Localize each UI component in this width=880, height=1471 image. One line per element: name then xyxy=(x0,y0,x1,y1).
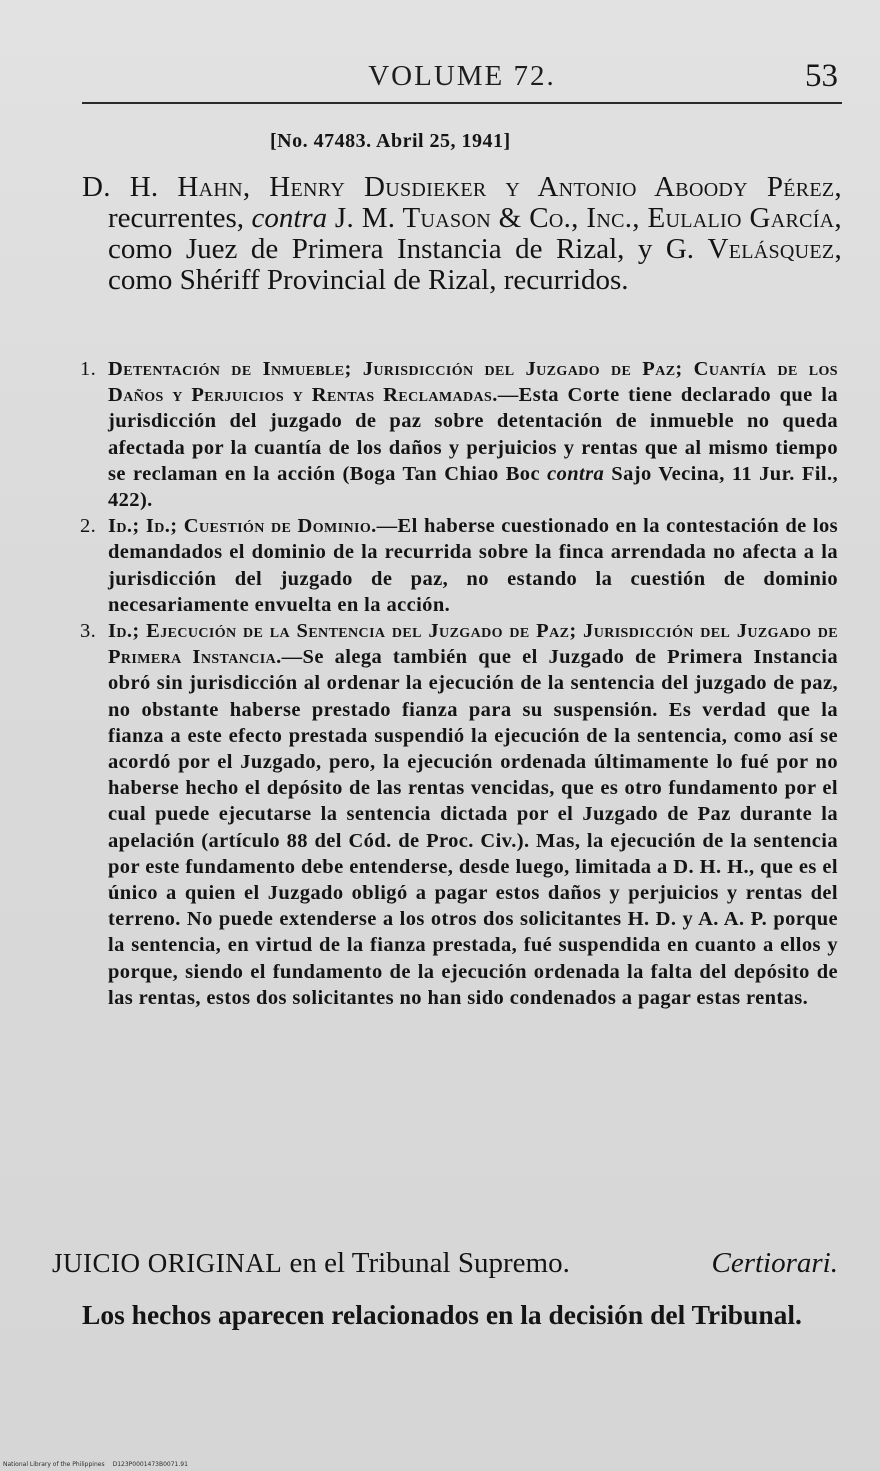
syllabus-item-heading: Id.; Ejecución de la Sentencia del Juzgado de Paz; Jurisdicción del Juzgado de Primera Instancia. xyxy=(108,620,838,669)
case-number: [No. 47483. Abril 25, 1941] xyxy=(270,130,511,152)
page-number: 53 xyxy=(805,58,838,94)
library-credit: National Library of the Philippines xyxy=(3,1461,105,1468)
syllabus-item-text: —Esta Corte tiene declarado que la jurisdicción del juzgado de paz sobre detentación de inmueble no queda afectada por la cuantía de los daños y perjuicios y rentas que al mismo tiempo se reclaman en la acción (Boga Tan Chiao Boc xyxy=(108,384,838,485)
sheriff-role: como Shériff Provincial de Rizal, recurridos. xyxy=(108,264,629,296)
petitioners-names: D. H. Hahn, Henry Dusdieker y Antonio Aboody Pérez, xyxy=(82,171,842,203)
scan-footer xyxy=(3,1461,196,1468)
syllabus-item-number: 2. xyxy=(80,515,97,538)
certiorari-label: Certiorari. xyxy=(711,1247,838,1279)
respondents-names: J. M. Tuason & Co., Inc., Eulalio García, xyxy=(327,202,842,234)
original-action-rest: en el Tribunal Supremo. xyxy=(282,1247,570,1279)
facts-statement: Los hechos aparecen relacionados en la decisión del Tribunal. xyxy=(82,1299,802,1330)
page-header xyxy=(82,58,842,104)
contra-word: contra xyxy=(251,202,328,234)
syllabus-item xyxy=(80,618,838,1011)
original-action-caps: JUICIO ORIGINAL xyxy=(52,1248,283,1278)
syllabus-item-heading: Detentación de Inmueble; Jurisdicción del Juzgado de Paz; Cuantía de los Daños y Perjuicios y Rentas Reclamadas. xyxy=(108,358,838,407)
running-head: VOLUME 72. xyxy=(368,60,556,92)
syllabus-item-text-end: Sajo Vecina, 11 Jur. Fil., 422). xyxy=(108,462,838,512)
syllabus-item-heading: Id.; Id.; Cuestión de Dominio. xyxy=(108,515,377,538)
syllabus-item-number: 3. xyxy=(80,620,97,643)
sheriff-name: Velásquez, xyxy=(707,233,842,265)
judge-role: como Juez de Primera Instancia de Rizal, y G. xyxy=(108,233,708,265)
contra-word: contra xyxy=(547,462,605,485)
syllabus-item-number: 1. xyxy=(80,358,97,380)
syllabus-item xyxy=(80,356,838,513)
scan-code: D123P0001473B0071.91 xyxy=(112,1461,188,1468)
syllabus xyxy=(80,356,838,1011)
syllabus-item xyxy=(80,513,838,618)
petitioners-role: recurrentes, xyxy=(108,202,252,234)
syllabus-item-text: —Se alega también que el Juzgado de Primera Instancia obró sin jurisdicción al ordenar la ejecución de la sentencia del juzgado de paz, no obstante haberse prestado fianza para su suspensión. Es verdad que la fianza a este efecto prestada suspendió la ejecución de la sentencia, como así se acordó por el Juzgado, pero, la ejecución ordenada últimamente lo fué por no haberse hecho el depósito de las rentas vencidas, que es otro fundamento por el cual puede ejecutarse la sentencia dictada por el Juzgado de Paz durante la apelación (artículo 88 del Cód. de Proc. Civ.). Mas, la ejecución de la sentencia por este fundamento debe entenderse, desde luego, limitada a D. H. H., que es el único a quien el Juzgado obligó a pagar estos daños y perjuicios y rentas del terreno. No puede extenderse a los otros dos solicitantes H. D. y A. A. P. porque la sentencia, en virtud de la fianza prestada, fué suspendida en cuanto a ellos y porque, siendo el fundamento de la ejecución ordenada la falta del depósito de las rentas, estos dos solicitantes no han sido condenados a pagar estas rentas. xyxy=(108,646,838,1009)
syllabus-item-text: —El haberse cuestionado en la contestación de los demandados el dominio de la recurrida sobre la finca arrendada no afecta a la jurisdicción del juzgado de paz, no estando la cuestión de dominio necesariamente envuelta en la acción. xyxy=(108,515,838,616)
original-action-line xyxy=(52,1246,842,1280)
case-parties xyxy=(82,172,842,296)
